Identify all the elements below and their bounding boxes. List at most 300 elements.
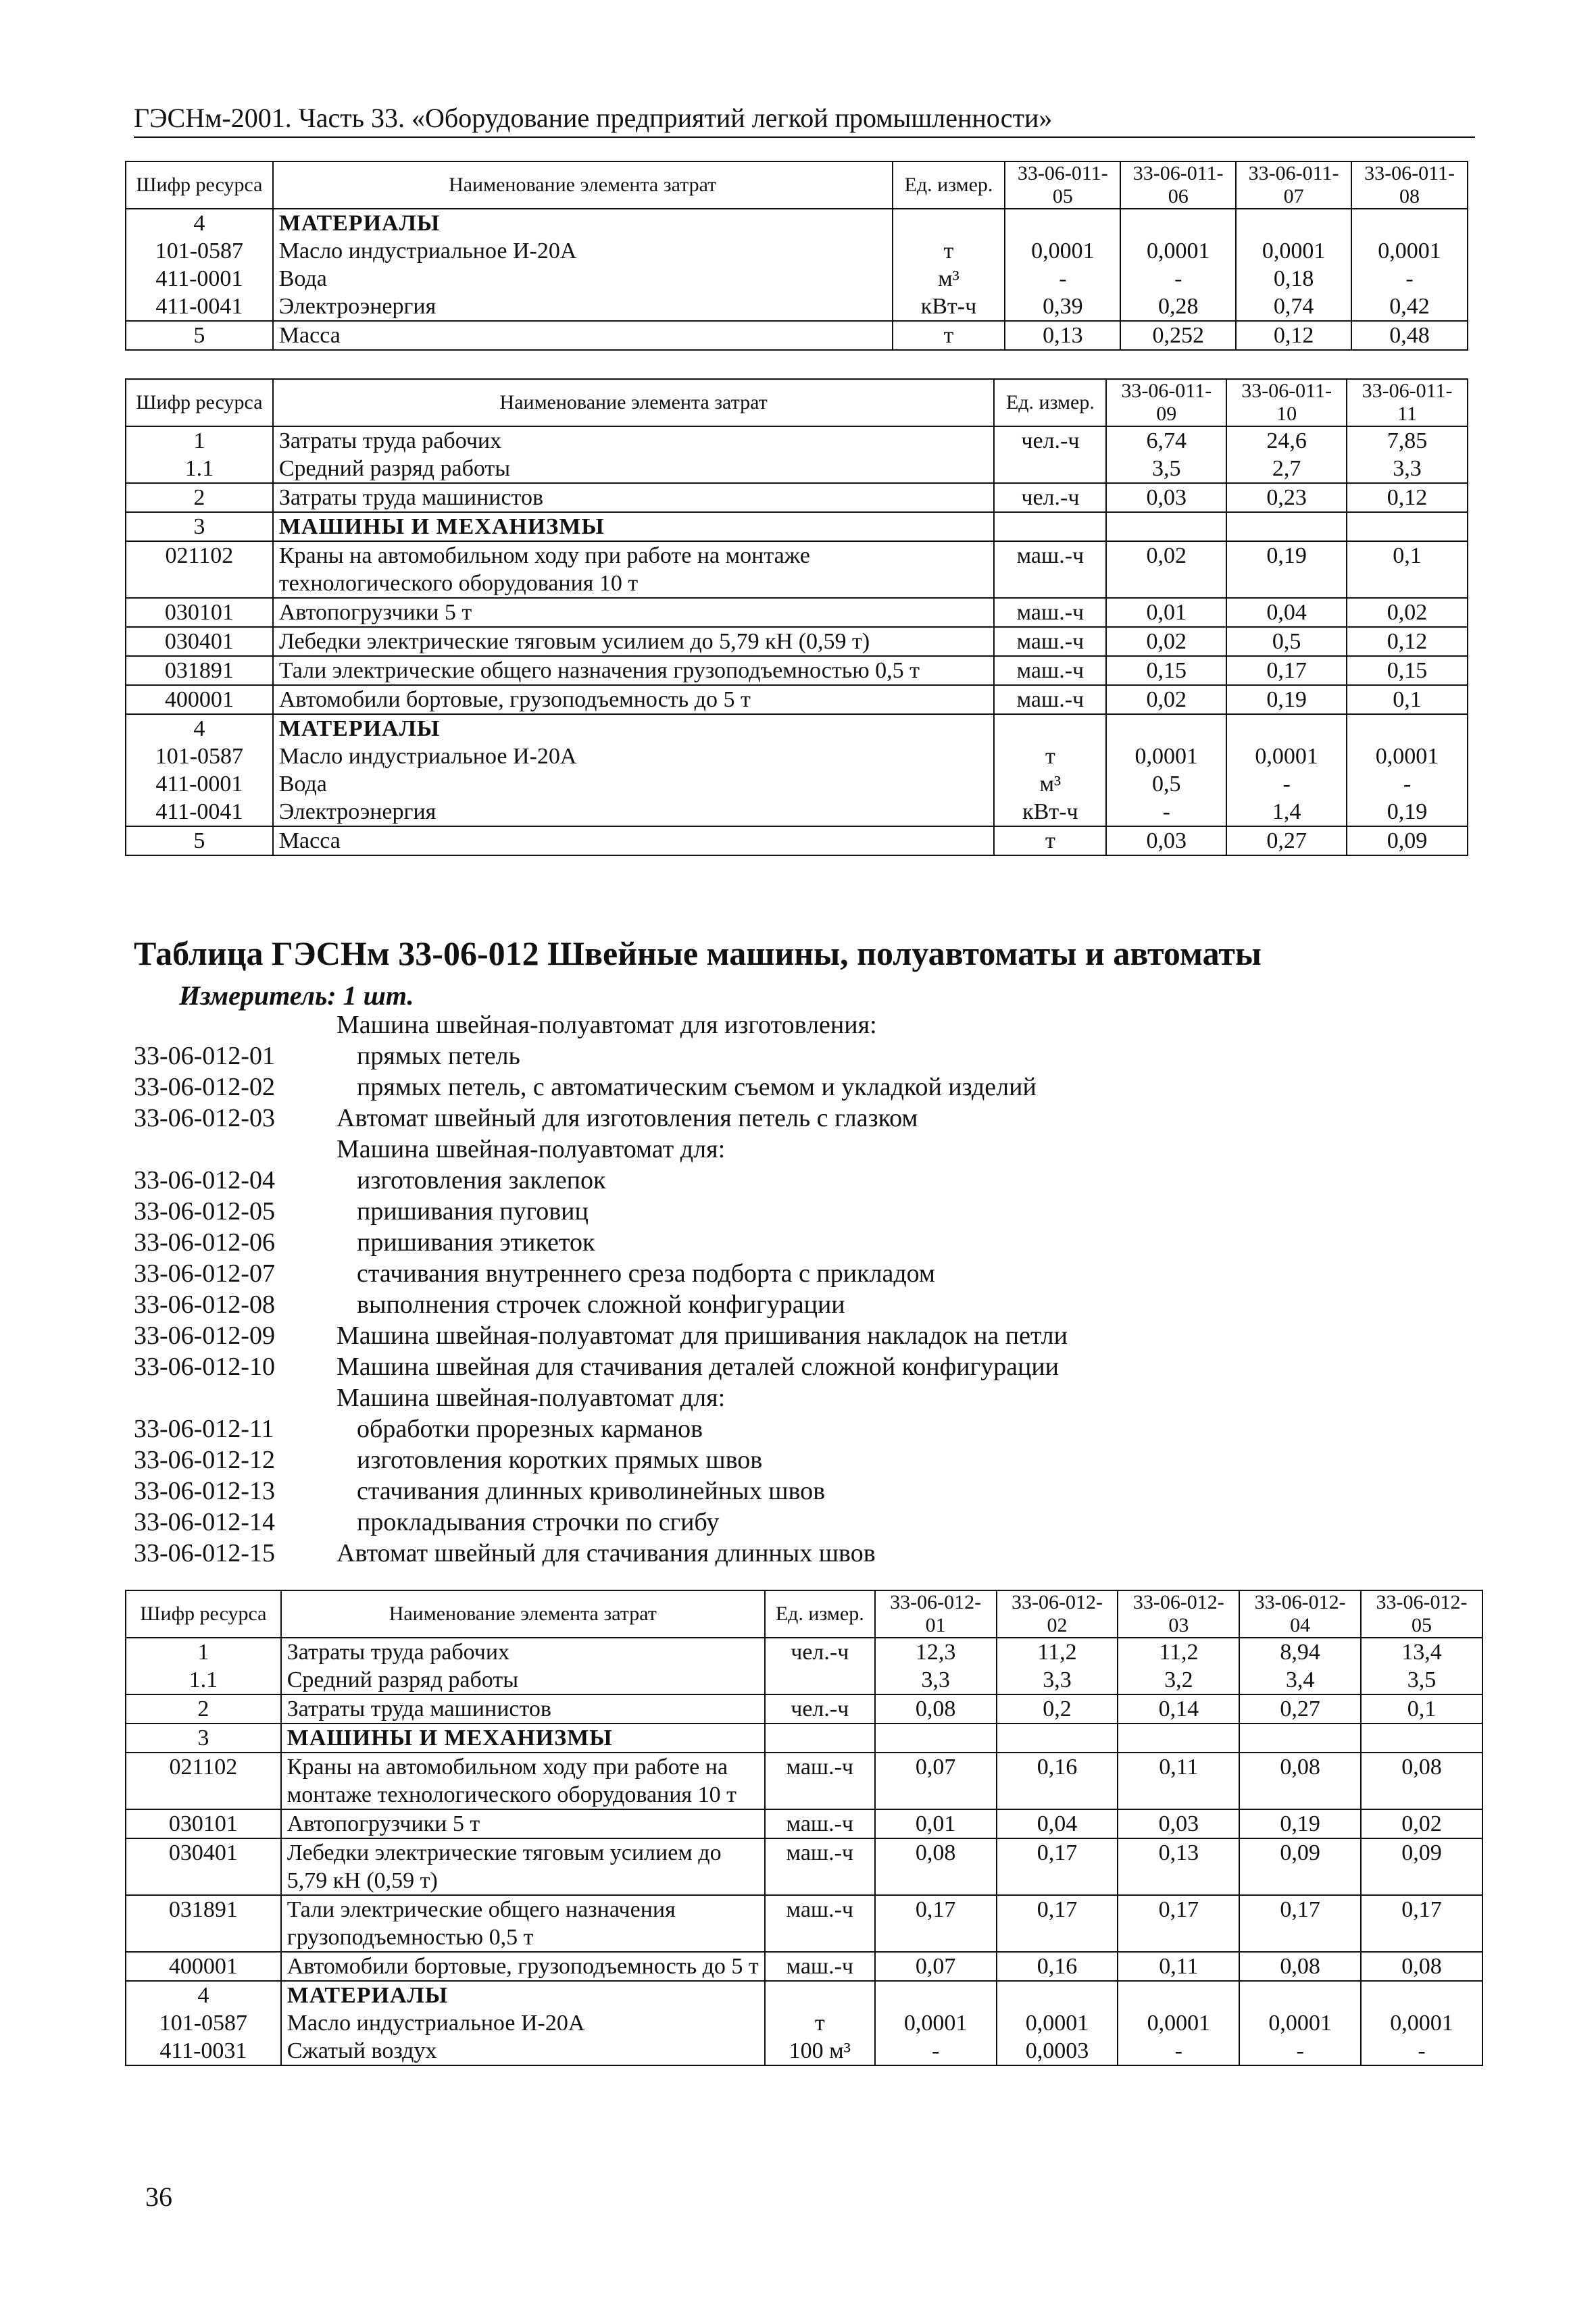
table-row [126, 1638, 1482, 1666]
resource-value: 0,14 [1118, 1694, 1239, 1724]
resource-unit [994, 455, 1106, 483]
item-text: пришивания этикеток [357, 1228, 595, 1257]
resource-name: Краны на автомобильном ходу при работе на монтаже технологического оборудования 10 т [273, 541, 995, 598]
resource-value: 0,04 [997, 1809, 1118, 1838]
resource-value: 0,0001 [1120, 237, 1236, 265]
resource-value: 0,27 [1226, 826, 1347, 855]
resource-value: - [1351, 265, 1468, 293]
resource-code: 5 [126, 826, 273, 855]
item-code: 33-06-012-01 [134, 1042, 275, 1070]
header-name: Наименование элемента затрат [281, 1590, 765, 1638]
item-text: изготовления заклепок [357, 1166, 606, 1194]
table-row [126, 1753, 1482, 1809]
resource-code: 101-0587 [126, 2009, 281, 2037]
item-row [134, 1227, 1068, 1258]
resource-name: Автомобили бортовые, грузоподъемность до 5 т [281, 1952, 765, 1981]
resource-value: 0,19 [1239, 1809, 1361, 1838]
resource-value: 3,5 [1106, 455, 1226, 483]
item-text: пришивания пуговиц [357, 1197, 589, 1226]
resource-name: Масло индустриальное И-20А [281, 2009, 765, 2037]
resource-unit: маш.-ч [765, 1809, 875, 1838]
resource-value: 0,2 [997, 1694, 1118, 1724]
resource-name: Масло индустриальное И-20А [273, 743, 995, 770]
resource-value [997, 1981, 1118, 2009]
resource-name: Масса [273, 826, 995, 855]
resource-value: 24,6 [1226, 426, 1347, 455]
header-norm-code: 33-06-012-05 [1361, 1590, 1482, 1638]
resource-value: 0,17 [1239, 1895, 1361, 1952]
item-code: 33-06-012-05 [134, 1197, 275, 1226]
resource-unit: маш.-ч [994, 627, 1106, 656]
resource-value: 0,23 [1226, 483, 1347, 512]
resource-value: 0,02 [1106, 541, 1226, 598]
resource-value: 0,0001 [997, 2009, 1118, 2037]
resource-name: Краны на автомобильном ходу при работе на монтаже технологического оборудования 10 т [281, 1753, 765, 1809]
item-row [134, 1258, 1068, 1289]
resource-unit: маш.-ч [765, 1838, 875, 1895]
table-row [126, 1809, 1482, 1838]
table-row [126, 426, 1468, 455]
resource-value: 0,08 [875, 1838, 997, 1895]
resource-name: Тали электрические общего назначения грузоподъемностью 0,5 т [273, 656, 995, 685]
resource-code: 400001 [126, 685, 273, 714]
resource-table-011-05-08 [125, 161, 1468, 351]
table-row [126, 1981, 1482, 2009]
header-code: Шифр ресурса [126, 1590, 281, 1638]
resource-value: 3,3 [997, 1666, 1118, 1694]
resource-value: 0,01 [1106, 598, 1226, 627]
resource-code: 400001 [126, 1952, 281, 1981]
resource-unit: т [994, 743, 1106, 770]
resource-value: 0,16 [997, 1952, 1118, 1981]
resource-code: 411-0041 [126, 293, 273, 321]
header-norm-code: 33-06-011-07 [1236, 161, 1351, 209]
header-unit: Ед. измер. [893, 161, 1005, 209]
item-text: прокладывания строчки по сгибу [357, 1508, 720, 1536]
resource-value: 0,12 [1236, 321, 1351, 350]
resource-unit: кВт-ч [893, 293, 1005, 321]
resource-value: 6,74 [1106, 426, 1226, 455]
resource-code: 031891 [126, 656, 273, 685]
resource-name: Затраты труда машинистов [281, 1694, 765, 1724]
resource-value [1347, 512, 1468, 541]
resource-value [997, 1724, 1118, 1753]
item-text: Автомат швейный для изготовления петель с глазком [336, 1104, 918, 1132]
resource-name: Тали электрические общего назначения грузоподъемностью 0,5 т [281, 1895, 765, 1952]
resource-value: 0,15 [1106, 656, 1226, 685]
table-row [126, 1838, 1482, 1895]
table-row [126, 598, 1468, 627]
resource-value: 0,16 [997, 1753, 1118, 1809]
resource-value [1239, 1724, 1361, 1753]
resource-value [1236, 209, 1351, 237]
resource-name: Средний разряд работы [281, 1666, 765, 1694]
resource-value [1351, 209, 1468, 237]
resource-value: 0,07 [875, 1952, 997, 1981]
resource-code: 021102 [126, 1753, 281, 1809]
resource-code: 411-0031 [126, 2037, 281, 2065]
resource-value: 0,5 [1106, 770, 1226, 798]
resource-value: 0,42 [1351, 293, 1468, 321]
header-norm-code: 33-06-011-10 [1226, 379, 1347, 426]
header-norm-code: 33-06-011-08 [1351, 161, 1468, 209]
resource-code: 3 [126, 1724, 281, 1753]
resource-value: 0,48 [1351, 321, 1468, 350]
resource-value [1239, 1981, 1361, 2009]
resource-code: 4 [126, 1981, 281, 2009]
resource-unit: маш.-ч [994, 656, 1106, 685]
resource-value: 0,0001 [1351, 237, 1468, 265]
item-row [134, 1289, 1068, 1320]
item-row [134, 1507, 1068, 1538]
resource-unit: т [893, 321, 1005, 350]
resource-code: 101-0587 [126, 237, 273, 265]
resource-name: Автомобили бортовые, грузоподъемность до 5 т [273, 685, 995, 714]
resource-value: 3,3 [1347, 455, 1468, 483]
item-text: Автомат швейный для стачивания длинных швов [336, 1539, 876, 1567]
item-row [134, 1165, 1068, 1196]
item-text: Машина швейная-полуавтомат для изготовления: [336, 1011, 877, 1039]
table-title: Таблица ГЭСНм 33-06-012 Швейные машины, полуавтоматы и автоматы [134, 934, 1262, 972]
resource-value: 0,39 [1005, 293, 1120, 321]
resource-value: 3,3 [875, 1666, 997, 1694]
item-code: 33-06-012-02 [134, 1073, 275, 1101]
header-norm-code: 33-06-011-06 [1120, 161, 1236, 209]
item-code: 33-06-012-03 [134, 1104, 275, 1132]
table-row [126, 265, 1468, 293]
resource-name: Затраты труда машинистов [273, 483, 995, 512]
resource-value: 1,4 [1226, 798, 1347, 826]
table-row [126, 455, 1468, 483]
resource-value: 0,02 [1361, 1809, 1482, 1838]
table-row [126, 685, 1468, 714]
item-code: 33-06-012-12 [134, 1446, 275, 1474]
resource-value: 0,0001 [1118, 2009, 1239, 2037]
resource-value: 0,1 [1347, 541, 1468, 598]
resource-code: 5 [126, 321, 273, 350]
table-row [126, 1952, 1482, 1981]
resource-unit [994, 512, 1106, 541]
resource-value: 11,2 [997, 1638, 1118, 1666]
resource-code: 4 [126, 714, 273, 743]
item-row [134, 1351, 1068, 1382]
resource-unit [765, 1981, 875, 2009]
resource-value [1361, 1724, 1482, 1753]
resource-code: 030401 [126, 1838, 281, 1895]
resource-value: 0,19 [1226, 541, 1347, 598]
resource-value: 0,27 [1239, 1694, 1361, 1724]
resource-unit: 100 м³ [765, 2037, 875, 2065]
resource-value [1005, 209, 1120, 237]
resource-code: 4 [126, 209, 273, 237]
resource-value: 0,03 [1118, 1809, 1239, 1838]
resource-code: 411-0041 [126, 798, 273, 826]
resource-value: 2,7 [1226, 455, 1347, 483]
table-row [126, 541, 1468, 598]
resource-value: - [1347, 770, 1468, 798]
resource-value: 0,12 [1347, 483, 1468, 512]
item-row [134, 1009, 1068, 1040]
resource-value: 3,2 [1118, 1666, 1239, 1694]
resource-value [1106, 512, 1226, 541]
resource-value [1120, 209, 1236, 237]
resource-name: Затраты труда рабочих [281, 1638, 765, 1666]
resource-value: 0,08 [875, 1694, 997, 1724]
resource-name: Лебедки электрические тяговым усилием до 5,79 кН (0,59 т) [273, 627, 995, 656]
item-row [134, 1134, 1068, 1165]
resource-value: 8,94 [1239, 1638, 1361, 1666]
item-code: 33-06-012-08 [134, 1290, 275, 1319]
header-norm-code: 33-06-012-04 [1239, 1590, 1361, 1638]
item-text: Машина швейная-полуавтомат для: [336, 1135, 726, 1163]
resource-value: 0,02 [1347, 598, 1468, 627]
header-name: Наименование элемента затрат [273, 379, 995, 426]
resource-value: 0,01 [875, 1809, 997, 1838]
resource-name: Средний разряд работы [273, 455, 995, 483]
resource-value: 0,5 [1226, 627, 1347, 656]
item-text: Машина швейная для стачивания деталей сложной конфигурации [336, 1353, 1059, 1381]
resource-value: 0,0001 [1239, 2009, 1361, 2037]
resource-code: 2 [126, 1694, 281, 1724]
resource-value: 11,2 [1118, 1638, 1239, 1666]
resource-value: 0,07 [875, 1753, 997, 1809]
resource-value: 0,17 [997, 1895, 1118, 1952]
resource-name: Сжатый воздух [281, 2037, 765, 2065]
resource-value: 0,08 [1239, 1952, 1361, 1981]
resource-value: - [1226, 770, 1347, 798]
table-row [126, 483, 1468, 512]
table-row [126, 2037, 1482, 2065]
table-row [126, 1694, 1482, 1724]
resource-name: Масса [273, 321, 893, 350]
header-norm-code: 33-06-012-01 [875, 1590, 997, 1638]
table-row [126, 2009, 1482, 2037]
resource-name: Электроэнергия [273, 798, 995, 826]
running-header: ГЭСНм-2001. Часть 33. «Оборудование предприятий легкой промышленности» [134, 101, 1475, 138]
resource-value: 0,15 [1347, 656, 1468, 685]
resource-value: - [875, 2037, 997, 2065]
table-row [126, 798, 1468, 826]
resource-value: 3,4 [1239, 1666, 1361, 1694]
resource-unit [765, 1724, 875, 1753]
resource-unit: т [765, 2009, 875, 2037]
resource-value: - [1239, 2037, 1361, 2065]
resource-value: 0,17 [997, 1838, 1118, 1895]
resource-code: 031891 [126, 1895, 281, 1952]
resource-value: 0,0001 [1226, 743, 1347, 770]
resource-code: 030401 [126, 627, 273, 656]
item-row [134, 1320, 1068, 1351]
table-row [126, 293, 1468, 321]
table-row [126, 627, 1468, 656]
resource-value: 0,08 [1361, 1753, 1482, 1809]
header-code: Шифр ресурса [126, 379, 273, 426]
table-row [126, 656, 1468, 685]
resource-unit: маш.-ч [765, 1895, 875, 1952]
page-number: 36 [145, 2182, 172, 2212]
resource-value: 0,03 [1106, 826, 1226, 855]
item-row [134, 1382, 1068, 1413]
resource-value: 0,74 [1236, 293, 1351, 321]
item-text: стачивания длинных криволинейных швов [357, 1477, 826, 1505]
item-text: Машина швейная-полуавтомат для пришивания накладок на петли [336, 1322, 1068, 1350]
resource-code: 1.1 [126, 455, 273, 483]
table-row [126, 1666, 1482, 1694]
resource-value: 13,4 [1361, 1638, 1482, 1666]
header-norm-code: 33-06-011-11 [1347, 379, 1468, 426]
resource-unit: кВт-ч [994, 798, 1106, 826]
resource-value: 0,1 [1361, 1694, 1482, 1724]
resource-value: 0,09 [1347, 826, 1468, 855]
table-row [126, 1724, 1482, 1753]
resource-name: МАТЕРИАЛЫ [273, 714, 995, 743]
resource-value: 0,19 [1226, 685, 1347, 714]
resource-value: 0,0001 [875, 2009, 997, 2037]
resource-value [1118, 1981, 1239, 2009]
resource-value [1361, 1981, 1482, 2009]
resource-code: 3 [126, 512, 273, 541]
resource-code: 411-0001 [126, 770, 273, 798]
resource-value: 0,18 [1236, 265, 1351, 293]
resource-name: Вода [273, 770, 995, 798]
item-code [134, 1382, 336, 1413]
table-row [126, 209, 1468, 237]
item-row [134, 1538, 1068, 1569]
item-row [134, 1476, 1068, 1507]
resource-value: 0,17 [1118, 1895, 1239, 1952]
resource-unit: м³ [893, 265, 1005, 293]
resource-name: Затраты труда рабочих [273, 426, 995, 455]
resource-value: 0,08 [1239, 1753, 1361, 1809]
resource-value: 0,17 [1361, 1895, 1482, 1952]
resource-value: 0,09 [1361, 1838, 1482, 1895]
resource-value: 0,0001 [1347, 743, 1468, 770]
resource-name: МАШИНЫ И МЕХАНИЗМЫ [273, 512, 995, 541]
header-norm-code: 33-06-012-02 [997, 1590, 1118, 1638]
resource-unit: чел.-ч [994, 426, 1106, 455]
header-norm-code: 33-06-011-09 [1106, 379, 1226, 426]
item-code [134, 1009, 336, 1040]
table-row [126, 321, 1468, 350]
item-code: 33-06-012-09 [134, 1322, 275, 1350]
resource-code: 030101 [126, 598, 273, 627]
item-row [134, 1196, 1068, 1227]
item-row [134, 1072, 1068, 1103]
resource-value: - [1005, 265, 1120, 293]
item-code [134, 1134, 336, 1165]
header-norm-code: 33-06-012-03 [1118, 1590, 1239, 1638]
table-row [126, 512, 1468, 541]
resource-unit: чел.-ч [765, 1694, 875, 1724]
resource-value [875, 1724, 997, 1753]
resource-value: 0,17 [875, 1895, 997, 1952]
resource-unit: маш.-ч [765, 1753, 875, 1809]
resource-unit: маш.-ч [765, 1952, 875, 1981]
header-unit: Ед. измер. [994, 379, 1106, 426]
resource-code: 1.1 [126, 1666, 281, 1694]
resource-unit: т [893, 237, 1005, 265]
item-code: 33-06-012-15 [134, 1539, 275, 1567]
resource-value: 3,5 [1361, 1666, 1482, 1694]
item-text: стачивания внутреннего среза подборта с прикладом [357, 1259, 935, 1288]
table-row [126, 743, 1468, 770]
resource-table-012-01-05 [125, 1590, 1483, 2066]
item-text: выполнения строчек сложной конфигурации [357, 1290, 845, 1319]
resource-name: Масло индустриальное И-20А [273, 237, 893, 265]
resource-value [1347, 714, 1468, 743]
resource-code: 411-0001 [126, 265, 273, 293]
item-text: прямых петель [357, 1042, 520, 1070]
table-row [126, 1895, 1482, 1952]
resource-name: Автопогрузчики 5 т [281, 1809, 765, 1838]
table-row [126, 714, 1468, 743]
resource-value: 0,13 [1005, 321, 1120, 350]
item-row [134, 1444, 1068, 1476]
resource-value: 0,09 [1239, 1838, 1361, 1895]
resource-value: 0,252 [1120, 321, 1236, 350]
resource-value: 0,0001 [1005, 237, 1120, 265]
resource-code: 1 [126, 1638, 281, 1666]
resource-value: 0,0001 [1361, 2009, 1482, 2037]
resource-table-011-09-11 [125, 378, 1468, 856]
measure-unit: Измеритель: 1 шт. [179, 980, 414, 1011]
resource-unit: маш.-ч [994, 685, 1106, 714]
resource-value: 0,19 [1347, 798, 1468, 826]
resource-value: 0,12 [1347, 627, 1468, 656]
resource-value: 0,02 [1106, 627, 1226, 656]
resource-code: 2 [126, 483, 273, 512]
resource-unit: чел.-ч [765, 1638, 875, 1666]
resource-unit: маш.-ч [994, 541, 1106, 598]
resource-value [875, 1981, 997, 2009]
resource-unit: т [994, 826, 1106, 855]
resource-value: 0,11 [1118, 1753, 1239, 1809]
item-code: 33-06-012-10 [134, 1353, 275, 1381]
resource-value: 0,1 [1347, 685, 1468, 714]
table-row [126, 237, 1468, 265]
resource-value: 12,3 [875, 1638, 997, 1666]
resource-unit: м³ [994, 770, 1106, 798]
resource-value: 0,0001 [1106, 743, 1226, 770]
resource-code: 101-0587 [126, 743, 273, 770]
resource-name: МАШИНЫ И МЕХАНИЗМЫ [281, 1724, 765, 1753]
resource-name: МАТЕРИАЛЫ [281, 1981, 765, 2009]
header-norm-code: 33-06-011-05 [1005, 161, 1120, 209]
item-row [134, 1413, 1068, 1444]
resource-code: 021102 [126, 541, 273, 598]
resource-unit: чел.-ч [994, 483, 1106, 512]
resource-value: 0,08 [1361, 1952, 1482, 1981]
table-row [126, 826, 1468, 855]
resource-name: Электроэнергия [273, 293, 893, 321]
item-row [134, 1103, 1068, 1134]
item-list [134, 1009, 1068, 1569]
resource-value: 0,03 [1106, 483, 1226, 512]
resource-value [1118, 1724, 1239, 1753]
item-code: 33-06-012-14 [134, 1508, 275, 1536]
resource-value [1226, 714, 1347, 743]
resource-value: 0,0003 [997, 2037, 1118, 2065]
item-text: Машина швейная-полуавтомат для: [336, 1384, 726, 1412]
item-code: 33-06-012-04 [134, 1166, 275, 1194]
resource-name: Лебедки электрические тяговым усилием до 5,79 кН (0,59 т) [281, 1838, 765, 1895]
resource-name: МАТЕРИАЛЫ [273, 209, 893, 237]
resource-value: - [1106, 798, 1226, 826]
resource-value: - [1118, 2037, 1239, 2065]
table-row [126, 770, 1468, 798]
resource-unit [765, 1666, 875, 1694]
resource-unit: маш.-ч [994, 598, 1106, 627]
